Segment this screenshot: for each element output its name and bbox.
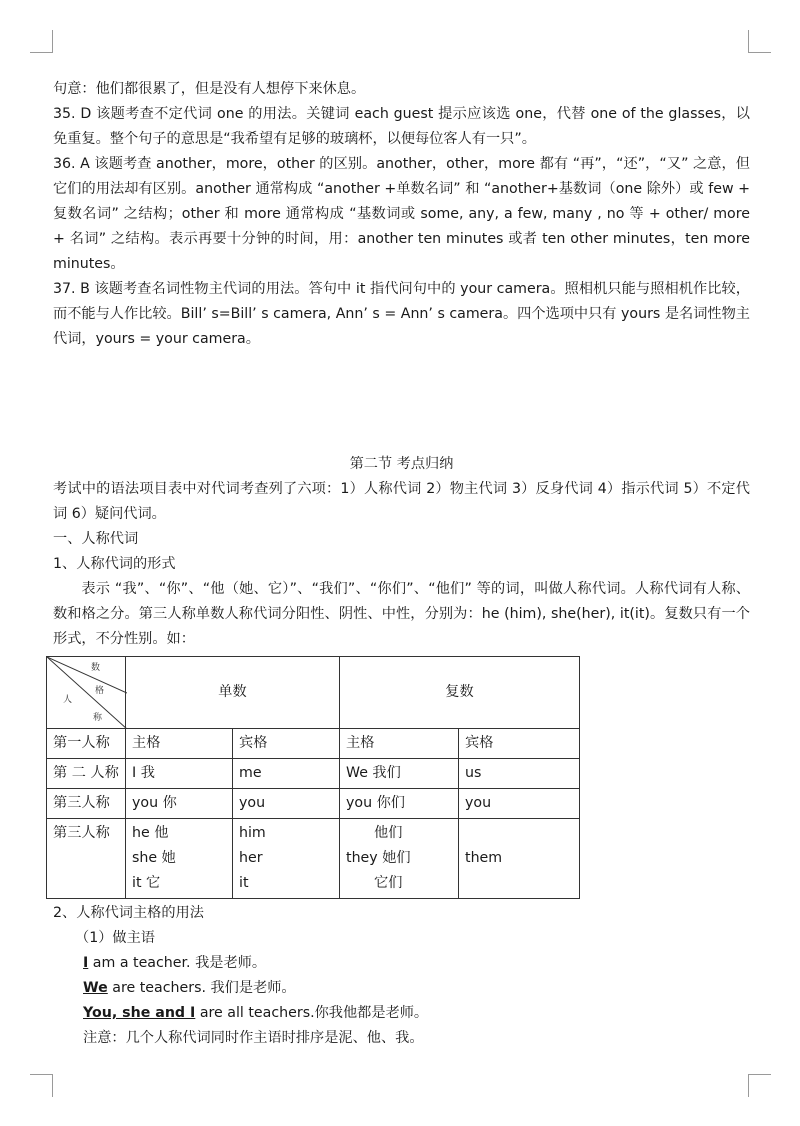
header-singular: 单数 bbox=[126, 657, 340, 729]
example-2-subject: We bbox=[83, 980, 108, 996]
diag-label-case: 格 bbox=[95, 686, 105, 696]
document-page bbox=[53, 77, 750, 1051]
diag-label-person: 人 bbox=[63, 695, 73, 705]
cell-he-she-it bbox=[126, 819, 233, 899]
cell-you-obj: you bbox=[233, 789, 340, 819]
example-2 bbox=[53, 976, 750, 1001]
cell-subjective-plural: 主格 bbox=[340, 729, 459, 759]
example-1-subject: I bbox=[83, 955, 89, 971]
note: 注意：几个人称代词同时作主语时排序是泥、他、我。 bbox=[83, 1030, 424, 1046]
diag-label-number: 数 bbox=[91, 663, 101, 673]
example-3 bbox=[53, 1001, 750, 1026]
cell-third-person-b: 第三人称 bbox=[47, 819, 126, 899]
heading-personal-pronouns: 一、人称代词 bbox=[53, 531, 139, 547]
section-intro: 考试中的语法项目表中对代词考查列了六项：1）人称代词 2）物主代词 3）反身代词 4）指示代词 5）不定代词 6）疑问代词。 bbox=[53, 481, 750, 522]
cell-third-person-a: 第三人称 bbox=[47, 789, 126, 819]
cell-it-obj: it bbox=[239, 875, 249, 891]
cell-me: me bbox=[233, 759, 340, 789]
crop-mark-bottom-right bbox=[748, 1074, 771, 1097]
cell-him: him bbox=[239, 825, 266, 841]
heading-subjective-usage: 2、人称代词主格的用法 bbox=[53, 905, 204, 921]
cell-i: I 我 bbox=[126, 759, 233, 789]
cell-first-person: 第一人称 bbox=[47, 729, 126, 759]
diagonal-header-cell bbox=[47, 657, 126, 729]
pronoun-description: 表示 “我”、“你”、“他（她、它）”、“我们”、“你们”、“他们” 等的词，叫做人称代词。人称代词有人称、数和格之分。第三人称单数人称代词分阳性、阴性、中性，分别为：he (him), she(her), it(it)。复数只有一个形式，不分性别。如： bbox=[53, 581, 750, 647]
cell-she: she 她 bbox=[132, 850, 176, 866]
answer-36: 36. A 该题考查 another，more，other 的区别。another，other，more 都有 “再”，“还”，“又” 之意，但它们的用法却有区别。another 通常构成 “another +单数名词” 和 “another+基数词（one 除外）或 few + 复数名词” 之结构；other 和 more 通常构成 “基数词或 some, any, a few, many , no 等 + other/ more + 名词” 之结构。表示再要十分钟的时间，用：another ten minutes 或者 ten other minutes，ten more minutes。 bbox=[53, 156, 750, 272]
cell-subjective: 主格 bbox=[126, 729, 233, 759]
cell-he: he 他 bbox=[132, 825, 169, 841]
cell-them: them bbox=[459, 819, 580, 899]
example-3-text: are all teachers.你我他都是老师。 bbox=[195, 1005, 429, 1021]
cell-objective-plural: 宾格 bbox=[459, 729, 580, 759]
heading-as-subject: （1）做主语 bbox=[75, 930, 155, 946]
example-1-text: am a teacher. 我是老师。 bbox=[88, 955, 267, 971]
spacer bbox=[53, 352, 750, 452]
diagonal-lines bbox=[47, 657, 127, 729]
cell-they bbox=[340, 819, 459, 899]
crop-mark-bottom-left bbox=[30, 1074, 53, 1097]
header-plural: 复数 bbox=[340, 657, 580, 729]
cell-us: us bbox=[459, 759, 580, 789]
example-1 bbox=[53, 951, 750, 976]
cell-they-f: they 她们 bbox=[346, 850, 411, 866]
cell-you-plural-obj: you bbox=[459, 789, 580, 819]
crop-mark-top-left bbox=[30, 30, 53, 53]
cell-second-person: 第 二 人称 bbox=[47, 759, 126, 789]
diag-label-call: 称 bbox=[93, 713, 103, 723]
cell-her: her bbox=[239, 850, 263, 866]
cell-it: it 它 bbox=[132, 875, 161, 891]
cell-you-plural: you 你们 bbox=[340, 789, 459, 819]
cell-you: you 你 bbox=[126, 789, 233, 819]
crop-mark-top-right bbox=[748, 30, 771, 53]
cell-him-her-it bbox=[233, 819, 340, 899]
answer-35: 35. D 该题考查不定代词 one 的用法。关键词 each guest 提示应该选 one，代替 one of the glasses，以免重复。整个句子的意思是“我希望有足够的玻璃杯，以便每位客人有一只”。 bbox=[53, 106, 750, 147]
pronoun-table bbox=[46, 656, 580, 899]
cell-they-n: 它们 bbox=[374, 875, 403, 891]
section-title: 第二节 考点归纳 bbox=[349, 456, 454, 472]
cell-they-m: 他们 bbox=[374, 825, 403, 841]
heading-pronoun-forms: 1、人称代词的形式 bbox=[53, 556, 176, 572]
example-2-text: are teachers. 我们是老师。 bbox=[107, 980, 296, 996]
answer-37: 37. B 该题考查名词性物主代词的用法。答句中 it 指代问句中的 your camera。照相机只能与照相机作比较，而不能与人作比较。Bill’ s=Bill’ s camera, Ann’ s = Ann’ s camera。四个选项中只有 yours 是名词性物主代词，yours = your camera。 bbox=[53, 281, 750, 347]
cell-objective: 宾格 bbox=[233, 729, 340, 759]
example-3-subject: You, she and I bbox=[83, 1005, 196, 1021]
sentence-meaning: 句意：他们都很累了，但是没有人想停下来休息。 bbox=[53, 81, 366, 97]
cell-we: We 我们 bbox=[340, 759, 459, 789]
